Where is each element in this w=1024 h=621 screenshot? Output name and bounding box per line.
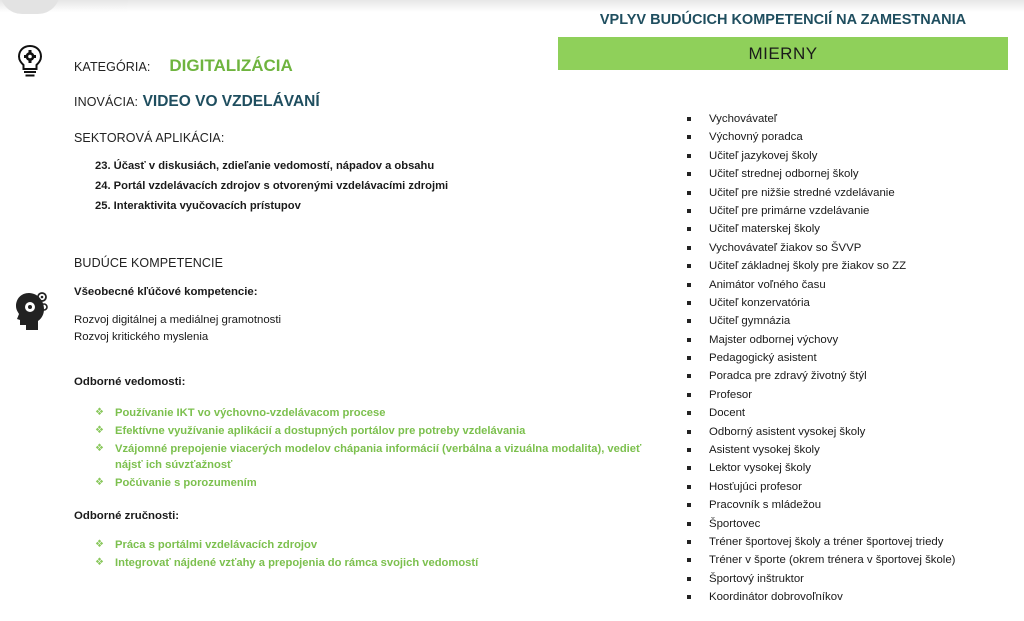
- occupation-item: Vychovávateľ žiakov so ŠVVP: [684, 239, 955, 257]
- key-competency-item: Rozvoj digitálnej a mediálnej gramotnosti: [74, 314, 282, 326]
- occupation-item: Poradca pre zdravý životný štýl: [684, 367, 955, 385]
- occupation-item: Tréner v športe (okrem trénera v športovej škole): [684, 551, 955, 569]
- occupation-item: Učiteľ pre nižšie stredné vzdelávanie: [684, 184, 955, 202]
- sector-item: 25. Interaktivita vyučovacích prístupov: [95, 200, 301, 212]
- occupation-item: Športovec: [684, 515, 955, 533]
- occupation-item: Výchovný poradca: [684, 128, 955, 146]
- skills-list: [95, 537, 670, 573]
- occupation-item: Športový inštruktor: [684, 570, 955, 588]
- knowledge-item: ❖ Vzájomné prepojenie viacerých modelov chápania informácií (verbálna a vizuálna modalita), vedieť nájsť ich súvzťažnosť: [95, 443, 642, 471]
- occupation-item: Profesor: [684, 386, 955, 404]
- lightbulb-gear-icon: [17, 44, 43, 78]
- sector-item: 24. Portál vzdelávacích zdrojov s otvorenými vzdelávacími zdrojmi: [95, 180, 449, 192]
- occupation-item: Pracovník s mládežou: [684, 496, 955, 514]
- innovation-label: INOVÁCIA:: [74, 95, 139, 109]
- occupation-item: Učiteľ konzervatória: [684, 294, 955, 312]
- impact-level-bar: [558, 37, 1008, 70]
- occupation-item: Učiteľ jazykovej školy: [684, 147, 955, 165]
- sector-item: 23. Účasť v diskusiách, zdieľanie vedomostí, nápadov a obsahu: [95, 160, 435, 172]
- occupation-item: Lektor vysokej školy: [684, 459, 955, 477]
- occupation-item: Majster odbornej výchovy: [684, 331, 955, 349]
- diamond-bullet-icon: ❖: [95, 477, 104, 488]
- occupation-item: Učiteľ základnej školy pre žiakov so ZZ: [684, 257, 955, 275]
- knowledge-item: ❖ Efektívne využívanie aplikácií a dostupných portálov pre potreby vzdelávania: [95, 425, 526, 437]
- occupation-item: Pedagogický asistent: [684, 349, 955, 367]
- diamond-bullet-icon: ❖: [95, 539, 104, 550]
- competencies-heading: BUDÚCE KOMPETENCIE: [74, 256, 224, 270]
- diamond-bullet-icon: ❖: [95, 407, 104, 418]
- diamond-bullet-icon: ❖: [95, 425, 104, 436]
- occupation-item: Učiteľ strednej odbornej školy: [684, 165, 955, 183]
- knowledge-list: [95, 405, 670, 493]
- occupation-item: Koordinátor dobrovoľníkov: [684, 588, 955, 606]
- occupation-item: Učiteľ pre primárne vzdelávanie: [684, 202, 955, 220]
- occupation-item: Učiteľ gymnázia: [684, 312, 955, 330]
- occupation-item: Učiteľ materskej školy: [684, 220, 955, 238]
- top-decorative-band: [0, 0, 1024, 12]
- knowledge-item: ❖ Počúvanie s porozumením: [95, 477, 257, 489]
- impact-title: VPLYV BUDÚCICH KOMPETENCIÍ NA ZAMESTNANIA: [599, 12, 967, 28]
- category-value: DIGITALIZÁCIA: [169, 56, 293, 75]
- occupation-item: Animátor voľného času: [684, 276, 955, 294]
- category-row: [74, 56, 293, 76]
- occupation-item: Docent: [684, 404, 955, 422]
- occupation-item: Tréner športovej školy a tréner športovej triedy: [684, 533, 955, 551]
- skills-item: ❖ Integrovať nájdené vzťahy a prepojenia do rámca svojich vedomostí: [95, 557, 479, 569]
- skills-heading: Odborné zručnosti:: [74, 510, 180, 522]
- key-competencies-heading: Všeobecné kľúčové kompetencie:: [74, 286, 258, 298]
- occupation-item: Vychovávateľ: [684, 110, 955, 128]
- skills-item: ❖ Práca s portálmi vzdelávacích zdrojov: [95, 539, 318, 551]
- occupation-item: Odborný asistent vysokej školy: [684, 423, 955, 441]
- occupations-list: [684, 110, 955, 607]
- diamond-bullet-icon: ❖: [95, 443, 104, 454]
- sector-heading: SEKTOROVÁ APLIKÁCIA:: [74, 131, 225, 145]
- occupation-item: Hosťujúci profesor: [684, 478, 955, 496]
- occupation-item: Asistent vysokej školy: [684, 441, 955, 459]
- knowledge-item: ❖ Používanie IKT vo výchovno-vzdelávacom procese: [95, 407, 386, 419]
- key-competency-item: Rozvoj kritického myslenia: [74, 331, 209, 343]
- impact-level-label: MIERNY: [748, 43, 818, 63]
- diamond-bullet-icon: ❖: [95, 557, 104, 568]
- innovation-value: VIDEO VO VZDELÁVANÍ: [142, 93, 320, 110]
- sector-list: [95, 158, 448, 218]
- category-label: KATEGÓRIA:: [74, 60, 151, 74]
- head-gears-icon: [14, 290, 48, 330]
- innovation-row: [74, 93, 320, 111]
- knowledge-heading: Odborné vedomosti:: [74, 376, 186, 388]
